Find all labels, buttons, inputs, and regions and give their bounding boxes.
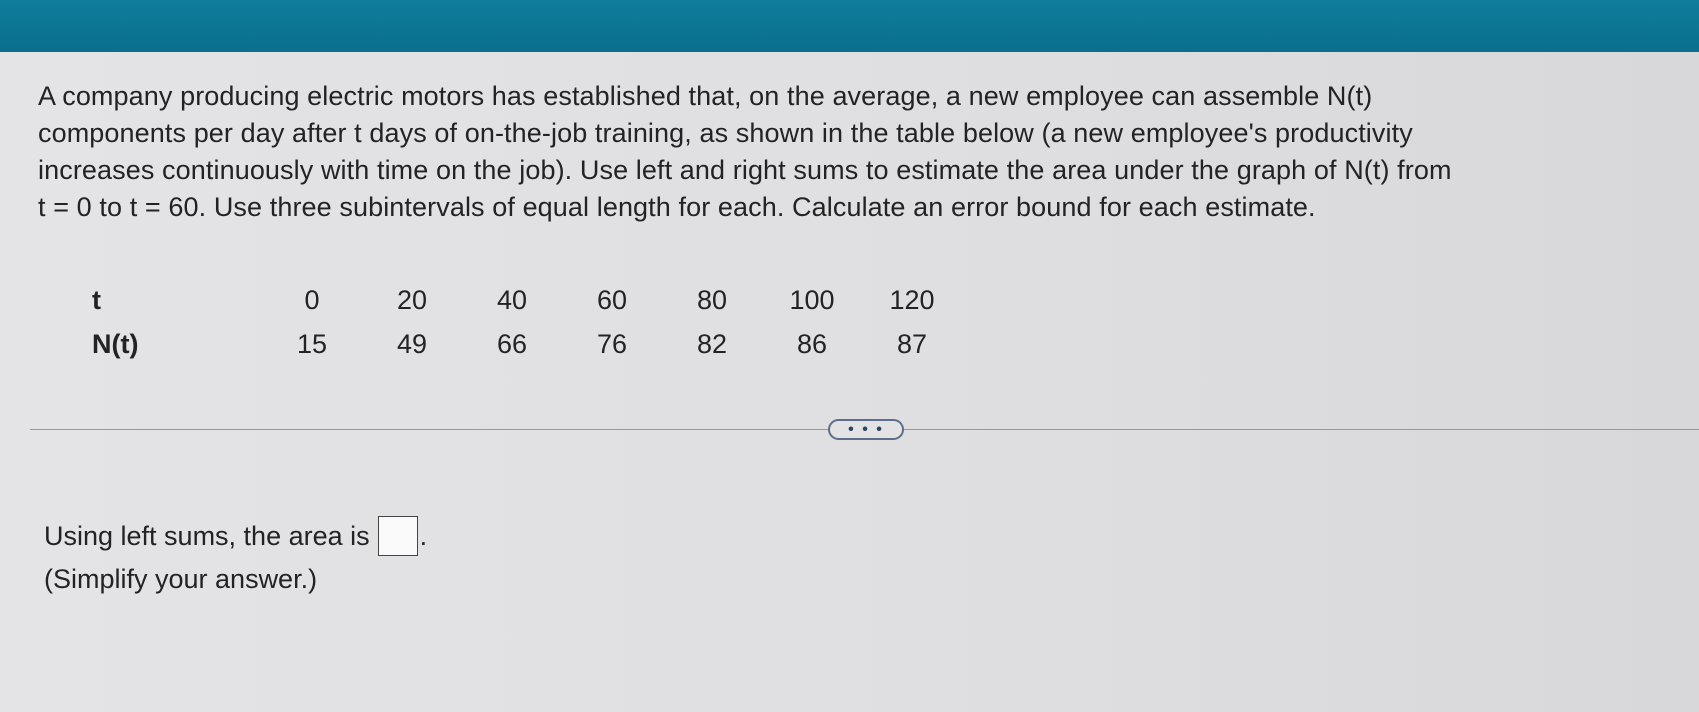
row-label-nt: N(t): [92, 328, 139, 359]
answer-suffix: .: [419, 520, 428, 551]
problem-line: t = 0 to t = 60. Use three subintervals of equal length for each. Calculate an error bound for each estimate.: [38, 192, 1316, 222]
data-table: [92, 278, 962, 366]
table-cell: 66: [496, 328, 528, 359]
table-cell: 80: [696, 284, 728, 315]
problem-line: increases continuously with time on the job). Use left and right sums to estimate the area under the graph of N(t) from: [38, 155, 1452, 185]
table-cell: 82: [696, 328, 728, 359]
table-cell: 86: [796, 328, 828, 359]
answer-hint: (Simplify your answer.): [44, 564, 318, 594]
table-cell: 100: [789, 284, 835, 315]
table-cell: 49: [396, 328, 428, 359]
problem-line: components per day after t days of on-the-job training, as shown in the table below (a new employee's productivity: [38, 118, 1413, 148]
table-row: [92, 278, 962, 322]
table-cell: 15: [296, 328, 328, 359]
table-cell: 120: [889, 284, 935, 315]
problem-line: A company producing electric motors has established that, on the average, a new employee can assemble N(t): [38, 81, 1373, 111]
top-header-bar: [0, 0, 1699, 52]
table-row: [92, 322, 962, 366]
answer-prompt: Using left sums, the area is: [44, 520, 370, 551]
table-cell: 0: [304, 284, 320, 315]
table-cell: 20: [396, 284, 428, 315]
problem-statement: [38, 78, 1688, 226]
table-cell: 60: [596, 284, 628, 315]
table-cell: 87: [896, 328, 928, 359]
table-cell: 40: [496, 284, 528, 315]
table-cell: 76: [596, 328, 628, 359]
row-label-t: t: [92, 284, 101, 315]
answer-input[interactable]: [378, 516, 418, 556]
expand-more-button[interactable]: • • •: [828, 419, 904, 440]
answer-row: [44, 516, 427, 556]
